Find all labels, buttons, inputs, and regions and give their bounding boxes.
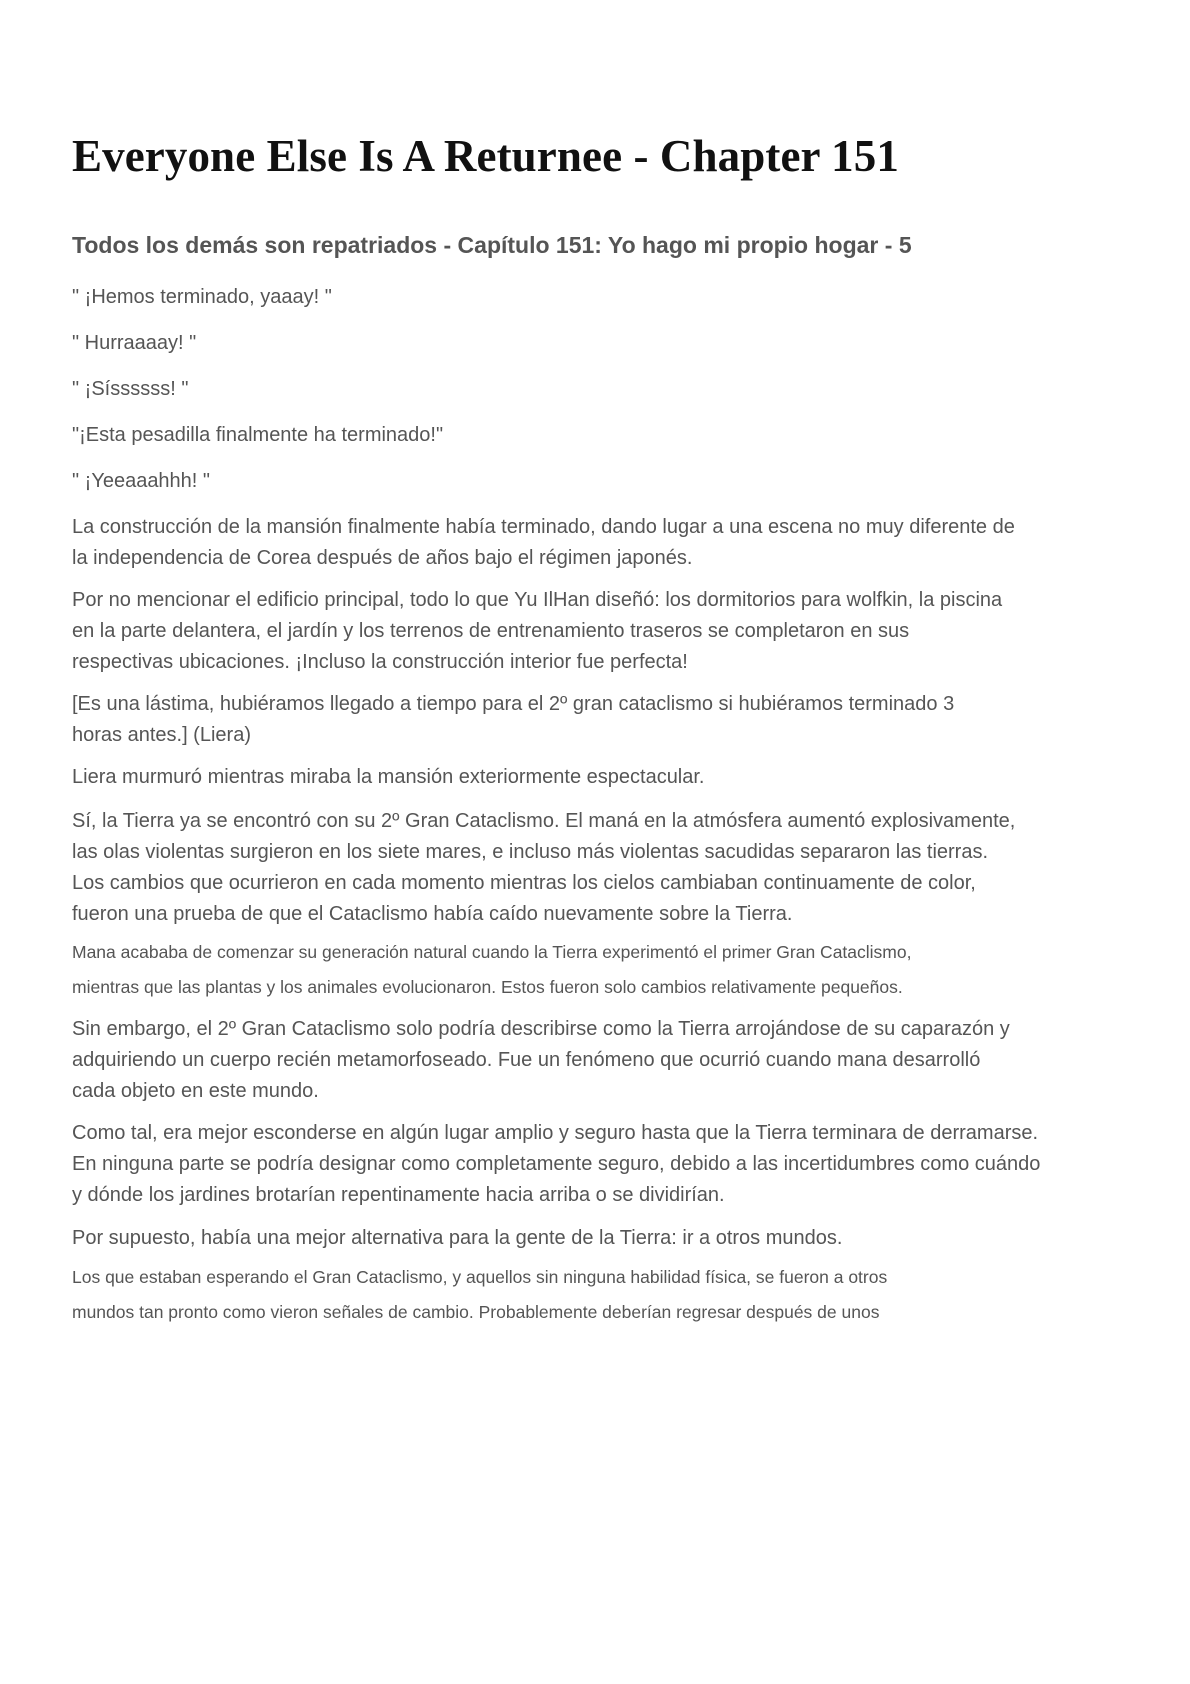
- paragraph-line: En ninguna parte se podría designar como completamente seguro, debido a las incertidumbres como cuándo: [72, 1153, 1041, 1175]
- paragraph-line: Por supuesto, había una mejor alternativa para la gente de la Tierra: ir a otros mundos.: [72, 1227, 843, 1249]
- paragraph: [72, 1260, 1132, 1330]
- paragraph-line: "¡Esta pesadilla finalmente ha terminado!": [72, 424, 444, 446]
- paragraph: [72, 466, 1132, 497]
- paragraph-line: Los cambios que ocurrieron en cada momento mientras los cielos cambiaban continuamente de color,: [72, 872, 976, 894]
- paragraph-line: " Hurraaaay! ": [72, 332, 197, 354]
- paragraph-line: las olas violentas surgieron en los siete mares, e incluso más violentas sacudidas separaron las tierras.: [72, 841, 989, 863]
- paragraph-line: Liera murmuró mientras miraba la mansión exteriormente espectacular.: [72, 766, 705, 788]
- paragraph: [72, 1118, 1132, 1211]
- paragraph: [72, 762, 1132, 793]
- paragraph-line: en la parte delantera, el jardín y los terrenos de entrenamiento traseros se completaron en sus: [72, 620, 910, 642]
- paragraph-line: [Es una lástima, hubiéramos llegado a tiempo para el 2º gran cataclismo si hubiéramos terminado 3: [72, 693, 955, 715]
- paragraph-line: La construcción de la mansión finalmente había terminado, dando lugar a una escena no muy diferente de: [72, 516, 1015, 538]
- page-title: Everyone Else Is A Returnee - Chapter 151: [72, 131, 899, 181]
- paragraph: [72, 1014, 1132, 1107]
- paragraph-line: Mana acababa de comenzar su generación natural cuando la Tierra experimentó el primer Gran Cataclismo,: [72, 942, 912, 962]
- paragraph: [72, 512, 1132, 574]
- paragraph-line: " ¡Síssssss! ": [72, 378, 189, 400]
- paragraph: [72, 935, 1132, 1005]
- paragraph-line: " ¡Yeeaaahhh! ": [72, 470, 211, 492]
- paragraph-line: cada objeto en este mundo.: [72, 1080, 319, 1102]
- paragraph-line: Por no mencionar el edificio principal, todo lo que Yu IlHan diseñó: los dormitorios para wolfkin, la piscina: [72, 589, 1003, 611]
- paragraph-line: mundos tan pronto como vieron señales de cambio. Probablemente deberían regresar después de unos: [72, 1302, 880, 1322]
- paragraph-line: mientras que las plantas y los animales evolucionaron. Estos fueron solo cambios relativamente pequeños.: [72, 977, 903, 997]
- body-text: [72, 282, 1132, 1330]
- paragraph-line: Sí, la Tierra ya se encontró con su 2º Gran Cataclismo. El maná en la atmósfera aumentó explosivamente,: [72, 810, 1016, 832]
- paragraph-line: Como tal, era mejor esconderse en algún lugar amplio y seguro hasta que la Tierra terminara de derramarse.: [72, 1122, 1039, 1144]
- paragraph-line: fueron una prueba de que el Cataclismo había caído nuevamente sobre la Tierra.: [72, 903, 793, 925]
- paragraph-line: " ¡Hemos terminado, yaaay! ": [72, 286, 332, 308]
- paragraph-line: y dónde los jardines brotarían repentinamente hacia arriba o se dividirían.: [72, 1184, 725, 1206]
- paragraph: [72, 806, 1132, 930]
- chapter-subtitle: Todos los demás son repatriados - Capítulo 151: Yo hago mi propio hogar - 5: [72, 232, 912, 258]
- paragraph: [72, 282, 1132, 313]
- paragraph-line: la independencia de Corea después de años bajo el régimen japonés.: [72, 547, 693, 569]
- paragraph: [72, 1223, 1132, 1254]
- paragraph-line: respectivas ubicaciones. ¡Incluso la construcción interior fue perfecta!: [72, 651, 688, 673]
- paragraph-line: horas antes.] (Liera): [72, 724, 251, 746]
- paragraph: [72, 374, 1132, 405]
- paragraph-line: adquiriendo un cuerpo recién metamorfoseado. Fue un fenómeno que ocurrió cuando mana desarrolló: [72, 1049, 981, 1071]
- paragraph: [72, 689, 1132, 751]
- paragraph: [72, 328, 1132, 359]
- paragraph: [72, 585, 1132, 678]
- paragraph: [72, 420, 1132, 451]
- paragraph-line: Sin embargo, el 2º Gran Cataclismo solo podría describirse como la Tierra arrojándose de su caparazón y: [72, 1018, 1010, 1040]
- paragraph-line: Los que estaban esperando el Gran Cataclismo, y aquellos sin ninguna habilidad física, se fueron a otros: [72, 1267, 888, 1287]
- document-content: [72, 128, 1132, 1330]
